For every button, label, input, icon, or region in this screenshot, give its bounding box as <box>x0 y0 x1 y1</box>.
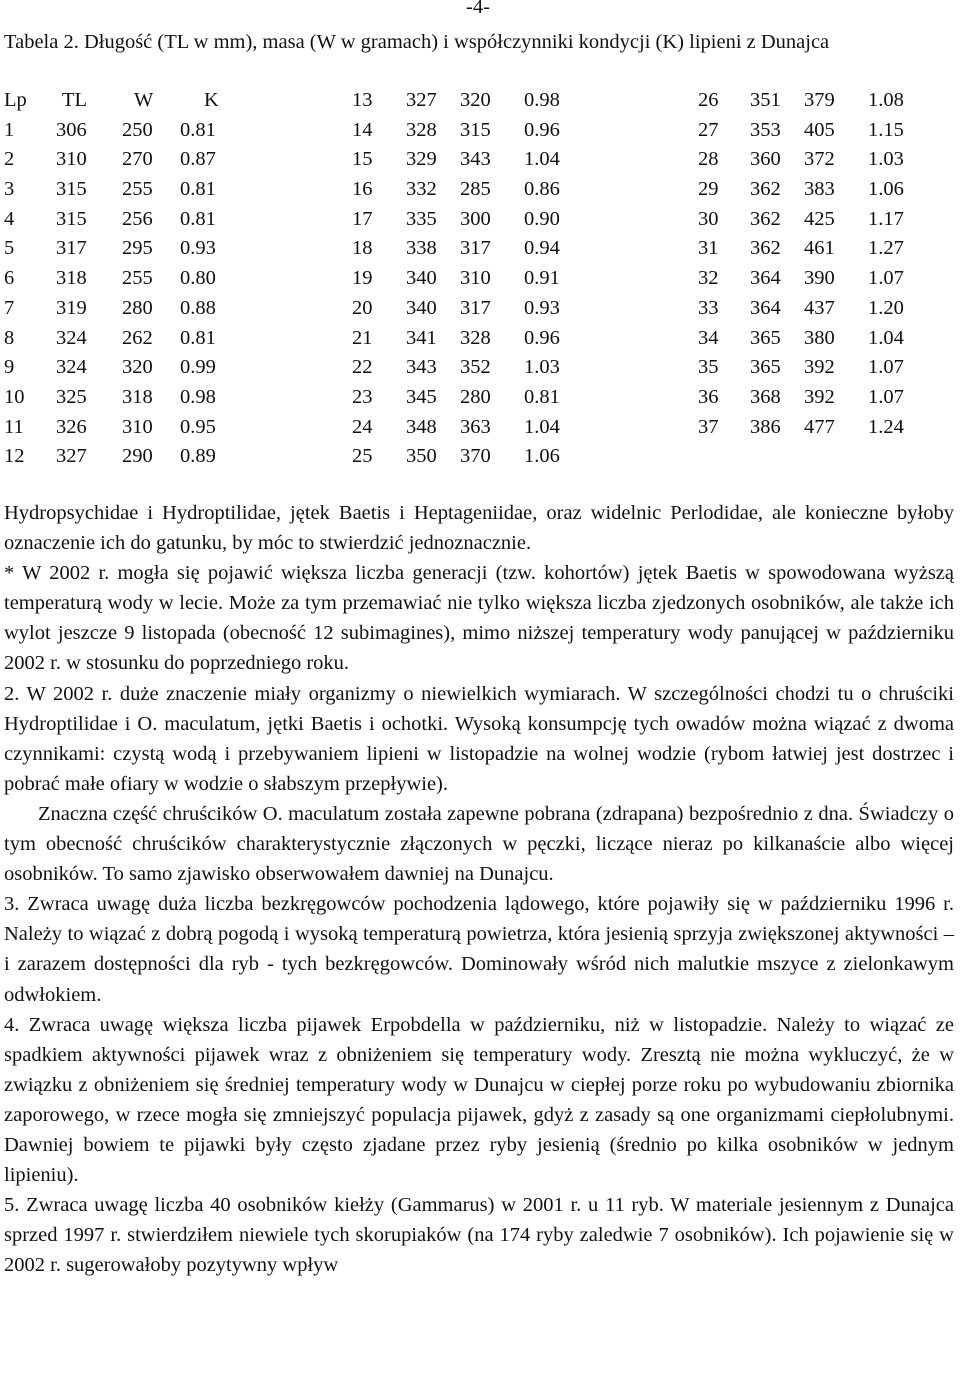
cell-w: 318 <box>122 385 153 408</box>
table-row <box>4 205 232 235</box>
paragraph-0: Hydropsychidae i Hydroptilidae, jętek Baetis i Heptageniidae, oraz widelnic Perlodidae, ale konieczne byłoby oznaczenie ich do gatunku, by móc to stwierdzić jednoznacznie. <box>4 502 954 555</box>
table-row <box>4 175 232 205</box>
table-row <box>352 383 574 413</box>
cell-k: 0.96 <box>524 118 560 141</box>
cell-k: 0.87 <box>180 148 216 171</box>
cell-tl: 327 <box>406 89 437 111</box>
cell-k: 1.03 <box>524 356 560 379</box>
cell-k: 1.24 <box>868 415 904 438</box>
cell-k: 0.98 <box>524 89 560 111</box>
cell-tl: 362 <box>750 178 781 201</box>
cell-w: 256 <box>122 207 153 230</box>
cell-lp: 23 <box>352 385 373 408</box>
cell-tl: 340 <box>406 296 437 319</box>
cell-tl: 325 <box>56 385 87 408</box>
table-block-left <box>4 86 232 472</box>
table-row <box>352 86 574 116</box>
cell-w: 255 <box>122 267 153 290</box>
table-row <box>352 145 574 175</box>
table-row <box>4 383 232 413</box>
cell-lp: 36 <box>698 385 719 408</box>
cell-k: 0.80 <box>180 267 216 290</box>
table-row <box>4 234 232 264</box>
cell-tl: 318 <box>56 267 87 290</box>
cell-lp: 8 <box>4 326 15 349</box>
paragraph-3: Znaczna część chruścików O. maculatum została zapewne pobrana (zdrapana) bezpośrednio z dna. Świadczy o tym obecność chruścików charakterystycznie złączonych w pęczki, liczące nieraz po kilkanaście albo więcej osobników. To samo zjawisko obserwowałem dawniej na Dunajcu. <box>4 802 954 886</box>
cell-tl: 368 <box>750 385 781 408</box>
cell-k: 1.06 <box>524 445 560 468</box>
cell-tl: 350 <box>406 445 437 468</box>
cell-lp: 4 <box>4 207 15 230</box>
cell-tl: 315 <box>56 178 87 201</box>
cell-tl: 353 <box>750 118 781 141</box>
cell-lp: 32 <box>698 267 719 290</box>
paragraph-6: 5. Zwraca uwagę liczba 40 osobników kiełży (Gammarus) w 2001 r. u 11 ryb. W materiale jesiennym z Dunajca sprzed 1997 r. stwierdziłem niewiele tych skorupiaków (na 174 ryby zaledwie 7 osobników). Ich pojawienie się w 2002 r. sugerowałoby pozytywny wpływ <box>4 1194 954 1277</box>
cell-lp: 35 <box>698 356 719 379</box>
cell-tl: 351 <box>750 89 781 111</box>
cell-lp: 26 <box>698 89 719 111</box>
cell-lp: 37 <box>698 415 719 438</box>
cell-w: 352 <box>460 356 491 379</box>
cell-k: 0.95 <box>180 415 216 438</box>
table-row <box>352 353 574 383</box>
table-caption: Tabela 2. Długość (TL w mm), masa (W w gramach) i współczynniki kondycji (K) lipieni z Dunajca <box>4 31 830 53</box>
cell-w: 320 <box>460 89 491 111</box>
table-row <box>352 234 574 264</box>
cell-lp: 1 <box>4 118 15 141</box>
paragraph-1: * W 2002 r. mogła się pojawić większa liczba generacji (tzw. kohortów) jętek Baetis w spowodowana wyższą temperaturą wody w lecie. Może za tym przemawiać nie tylko większa liczba zjedzonych osobników, ale także ich wylot jeszcze 9 listopada (obecność 12 subimagines), mimo niższej temperatury wody panującej w październiku 2002 r. w stosunku do poprzedniego roku. <box>4 562 954 675</box>
cell-k: 0.81 <box>180 207 216 230</box>
table-row <box>698 264 918 294</box>
cell-k: 0.89 <box>180 445 216 468</box>
table-row <box>352 175 574 205</box>
cell-lp: 28 <box>698 148 719 171</box>
table-row <box>698 383 918 413</box>
cell-w: 295 <box>122 237 153 260</box>
cell-tl: 335 <box>406 207 437 230</box>
cell-k: 0.93 <box>180 237 216 260</box>
table-row <box>698 234 918 264</box>
cell-tl: 364 <box>750 296 781 319</box>
cell-tl: 341 <box>406 326 437 349</box>
cell-tl: 317 <box>56 237 87 260</box>
cell-lp: 6 <box>4 267 15 290</box>
table-row <box>698 175 918 205</box>
table-row <box>352 264 574 294</box>
cell-k: 0.93 <box>524 296 560 319</box>
table-row <box>4 324 232 354</box>
table-row <box>4 442 232 472</box>
table-block-middle <box>352 86 574 472</box>
table-row <box>352 413 574 443</box>
cell-tl: 340 <box>406 267 437 290</box>
header-tl: TL <box>62 89 88 111</box>
cell-k: 0.96 <box>524 326 560 349</box>
table-row <box>698 353 918 383</box>
cell-lp: 17 <box>352 207 373 230</box>
cell-lp: 29 <box>698 178 719 201</box>
cell-lp: 2 <box>4 148 15 171</box>
table-row <box>4 353 232 383</box>
cell-w: 425 <box>804 207 835 230</box>
cell-tl: 365 <box>750 326 781 349</box>
cell-w: 372 <box>804 148 835 171</box>
cell-w: 290 <box>122 445 153 468</box>
table-row <box>698 205 918 235</box>
cell-k: 1.15 <box>868 118 904 141</box>
cell-lp: 22 <box>352 356 373 379</box>
cell-k: 0.90 <box>524 207 560 230</box>
cell-w: 300 <box>460 207 491 230</box>
cell-tl: 338 <box>406 237 437 260</box>
cell-w: 315 <box>460 118 491 141</box>
cell-lp: 15 <box>352 148 373 171</box>
table-row <box>352 205 574 235</box>
cell-tl: 343 <box>406 356 437 379</box>
table-row <box>698 145 918 175</box>
cell-w: 310 <box>460 267 491 290</box>
cell-tl: 319 <box>56 296 87 319</box>
header-k: K <box>204 89 219 111</box>
cell-k: 0.81 <box>180 178 216 201</box>
paragraph-2: 2. W 2002 r. duże znaczenie miały organizmy o niewielkich wymiarach. W szczególności chodzi tu o chruściki Hydroptilidae i O. maculatum, jętki Baetis i ochotki. Wysoką konsumpcję tych owadów można wiązać z dwoma czynnikami: czystą wodą i przebywaniem lipieni w listopadzie na wolnej wodzie (rybom łatwiej jest dostrzec i pobrać małe ofiary w wodzie o słabszym przepływie). <box>4 682 954 795</box>
cell-tl: 364 <box>750 267 781 290</box>
cell-tl: 328 <box>406 118 437 141</box>
cell-k: 1.06 <box>868 178 904 201</box>
table-row <box>4 145 232 175</box>
table-row <box>698 116 918 146</box>
cell-w: 390 <box>804 267 835 290</box>
cell-tl: 360 <box>750 148 781 171</box>
cell-lp: 14 <box>352 118 373 141</box>
cell-w: 405 <box>804 118 835 141</box>
table-row <box>698 294 918 324</box>
cell-w: 379 <box>804 89 835 111</box>
cell-k: 1.27 <box>868 237 904 260</box>
cell-k: 1.04 <box>524 415 560 438</box>
cell-k: 1.07 <box>868 267 904 290</box>
cell-lp: 27 <box>698 118 719 141</box>
cell-k: 0.86 <box>524 178 560 201</box>
cell-tl: 386 <box>750 415 781 438</box>
cell-lp: 20 <box>352 296 373 319</box>
cell-k: 1.04 <box>524 148 560 171</box>
cell-w: 285 <box>460 178 491 201</box>
cell-k: 1.17 <box>868 207 904 230</box>
cell-tl: 365 <box>750 356 781 379</box>
cell-w: 320 <box>122 356 153 379</box>
cell-lp: 13 <box>352 89 373 111</box>
cell-lp: 3 <box>4 178 15 201</box>
cell-k: 0.88 <box>180 296 216 319</box>
cell-k: 0.94 <box>524 237 560 260</box>
cell-k: 1.20 <box>868 296 904 319</box>
table-row <box>4 413 232 443</box>
cell-tl: 345 <box>406 385 437 408</box>
cell-w: 380 <box>804 326 835 349</box>
cell-w: 370 <box>460 445 491 468</box>
cell-tl: 310 <box>56 148 87 171</box>
cell-lp: 9 <box>4 356 15 379</box>
table-row <box>352 116 574 146</box>
cell-k: 0.99 <box>180 356 216 379</box>
cell-k: 0.81 <box>180 118 216 141</box>
table-block-right <box>698 86 918 442</box>
cell-lp: 12 <box>4 445 25 468</box>
cell-lp: 16 <box>352 178 373 201</box>
cell-w: 392 <box>804 356 835 379</box>
page-number: -4- <box>466 0 490 18</box>
table-row <box>352 324 574 354</box>
header-lp: Lp <box>4 89 27 111</box>
cell-lp: 18 <box>352 237 373 260</box>
cell-tl: 327 <box>56 445 87 468</box>
table-row <box>4 264 232 294</box>
cell-lp: 25 <box>352 445 373 468</box>
cell-w: 255 <box>122 178 153 201</box>
cell-w: 477 <box>804 415 835 438</box>
cell-w: 343 <box>460 148 491 171</box>
table-row <box>698 413 918 443</box>
cell-w: 317 <box>460 237 491 260</box>
cell-w: 363 <box>460 415 491 438</box>
cell-lp: 19 <box>352 267 373 290</box>
cell-w: 328 <box>460 326 491 349</box>
cell-k: 0.81 <box>180 326 216 349</box>
header-w: W <box>134 89 154 111</box>
cell-lp: 21 <box>352 326 373 349</box>
cell-w: 280 <box>460 385 491 408</box>
cell-tl: 306 <box>56 118 87 141</box>
cell-tl: 326 <box>56 415 87 438</box>
cell-k: 0.81 <box>524 385 560 408</box>
cell-k: 1.08 <box>868 89 904 111</box>
cell-k: 0.98 <box>180 385 216 408</box>
cell-lp: 24 <box>352 415 373 438</box>
cell-lp: 5 <box>4 237 15 260</box>
cell-w: 280 <box>122 296 153 319</box>
cell-tl: 362 <box>750 207 781 230</box>
cell-tl: 315 <box>56 207 87 230</box>
cell-lp: 7 <box>4 296 15 319</box>
table-row <box>698 86 918 116</box>
cell-lp: 31 <box>698 237 719 260</box>
table-header-row <box>4 86 232 116</box>
paragraph-5: 4. Zwraca uwagę większa liczba pijawek Erpobdella w październiku, niż w listopadzie. Należy to wiązać ze spadkiem aktywności pijawek wraz z obniżeniem się temperatury wody. Zresztą nie można wykluczyć, że w związku z obniżeniem się średniej temperatury wody w Dunajcu w ciepłej porze roku po wybudowaniu zbiornika zaporowego, w rzece mogła się zmniejszyć populacja pijawek, gdyż z zasady są one organizmami ciepłolubnymi. Dawniej bowiem te pijawki były często zjadane przez ryby jesienią (średnio po kilka osobników w jednym lipieniu). <box>4 1013 954 1187</box>
cell-k: 1.07 <box>868 356 904 379</box>
table-row <box>4 294 232 324</box>
cell-k: 1.03 <box>868 148 904 171</box>
cell-lp: 30 <box>698 207 719 230</box>
cell-w: 262 <box>122 326 153 349</box>
cell-lp: 11 <box>4 415 24 438</box>
cell-lp: 33 <box>698 296 719 319</box>
cell-w: 317 <box>460 296 491 319</box>
table-row <box>352 294 574 324</box>
body-text <box>4 498 954 1280</box>
table-row <box>4 116 232 146</box>
cell-tl: 324 <box>56 356 87 379</box>
cell-lp: 10 <box>4 385 25 408</box>
cell-w: 270 <box>122 148 153 171</box>
paragraph-4: 3. Zwraca uwagę duża liczba bezkręgowców pochodzenia lądowego, które pojawiły się w październiku 1996 r. Należy to wiązać z dobrą pogodą i wysoką temperaturą powietrza, która jesienią sprzyja zwiększonej aktywności – i zarazem dostępności dla ryb - tych bezkręgowców. Dominowały wśród nich malutkie mszyce z zielonkawym odwłokiem. <box>4 893 954 1006</box>
cell-w: 461 <box>804 237 835 260</box>
cell-w: 383 <box>804 178 835 201</box>
cell-tl: 329 <box>406 148 437 171</box>
cell-tl: 362 <box>750 237 781 260</box>
cell-tl: 324 <box>56 326 87 349</box>
cell-w: 392 <box>804 385 835 408</box>
cell-lp: 34 <box>698 326 719 349</box>
table-row <box>698 324 918 354</box>
cell-w: 437 <box>804 296 835 319</box>
cell-k: 1.07 <box>868 385 904 408</box>
cell-tl: 348 <box>406 415 437 438</box>
cell-k: 0.91 <box>524 267 560 290</box>
table-row <box>352 442 574 472</box>
cell-w: 310 <box>122 415 153 438</box>
cell-tl: 332 <box>406 178 437 201</box>
cell-w: 250 <box>122 118 153 141</box>
cell-k: 1.04 <box>868 326 904 349</box>
